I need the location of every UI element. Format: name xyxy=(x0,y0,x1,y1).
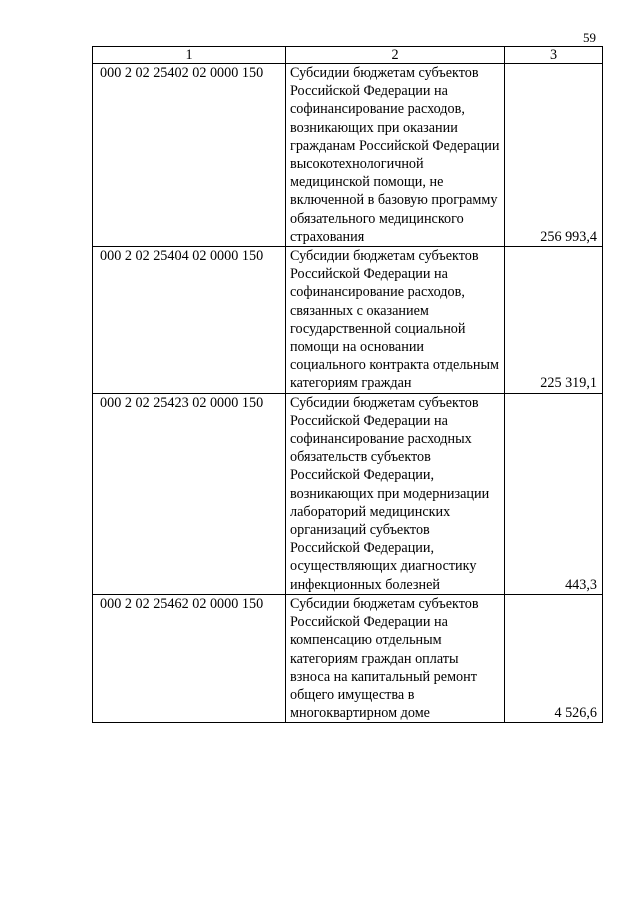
column-header-3: 3 xyxy=(505,47,603,64)
amount: 443,3 xyxy=(505,393,603,594)
page-number: 59 xyxy=(583,30,596,45)
column-header-2: 2 xyxy=(286,47,505,64)
classification-code: 000 2 02 25404 02 0000 150 xyxy=(93,247,286,394)
revenue-description: Субсидии бюджетам субъектов Российской Федерации на софинансирование расходных обязательств субъектов Российской Федерации, возникающих при модернизации лабораторий медицинских организаций субъектов Российской Федерации, осуществляющих диагностику инфекционных болезней xyxy=(286,393,505,594)
column-header-1: 1 xyxy=(93,47,286,64)
table-row xyxy=(93,393,603,594)
classification-code: 000 2 02 25462 02 0000 150 xyxy=(93,594,286,722)
amount: 256 993,4 xyxy=(505,64,603,247)
table-header-row xyxy=(93,47,603,64)
table-row xyxy=(93,247,603,394)
classification-code: 000 2 02 25402 02 0000 150 xyxy=(93,64,286,247)
revenue-description: Субсидии бюджетам субъектов Российской Федерации на софинансирование расходов, возникающих при оказании гражданам Российской Федерации высокотехнологичной медицинской помощи, не включенной в базовую программу обязательного медицинского страхования xyxy=(286,64,505,247)
amount: 4 526,6 xyxy=(505,594,603,722)
revenue-description: Субсидии бюджетам субъектов Российской Федерации на софинансирование расходов, связанных с оказанием государственной социальной помощи на основании социального контракта отдельным категориям граждан xyxy=(286,247,505,394)
amount: 225 319,1 xyxy=(505,247,603,394)
table-row xyxy=(93,64,603,247)
classification-code: 000 2 02 25423 02 0000 150 xyxy=(93,393,286,594)
revenue-description: Субсидии бюджетам субъектов Российской Федерации на компенсацию отдельным категориям граждан оплаты взноса на капитальный ремонт общего имущества в многоквартирном доме xyxy=(286,594,505,722)
table-row xyxy=(93,594,603,722)
budget-revenue-table xyxy=(92,46,603,723)
